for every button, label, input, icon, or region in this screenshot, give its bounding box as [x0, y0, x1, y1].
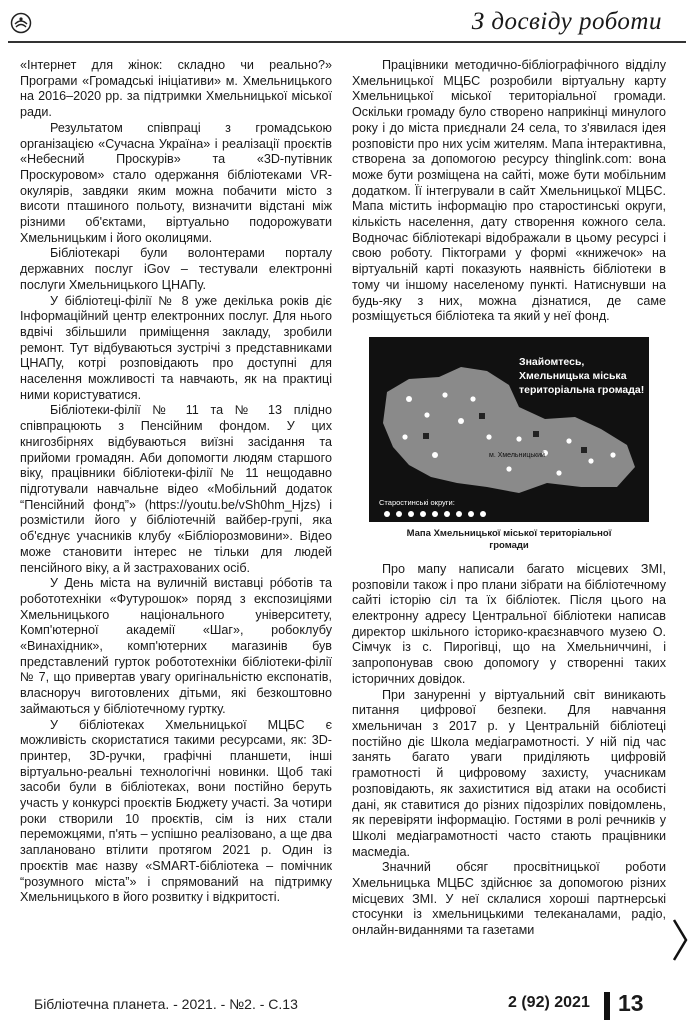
community-map-figure [369, 337, 649, 552]
page-footer [0, 990, 694, 1024]
paragraph: Працівники методично-бібліографічного відділу Хмельницької МЦБС розробили віртуальну карту Хмельницької міської територіальної громади. Оскільки громаду було створено наприкінці минулого року і до міста приєднали 24 села, то з'явилася ідея розповісти про них усім жителям. Мапа інтерактивна, створена за допомогою ресурсу thinglink.com: вона може бути розміщена на сайті, може бути мобільним додатком. Її інтегрували в сайт Хмельницької МЦБС. Мапа містить інформацію про старостинські округи, кількість населення, дату створення кожного села. Водночас бібліотекарі відображали в цьому ресурсі і свою роботу. Піктограми у формі «книжечок» на віртуальній карті показують наявність бібліотеки в тому чи іншому населеному пункті. Натиснувши на будь-яку з них, можна дізнатися, де саме розміщується бібліотека та який у неї фонд. [352, 58, 666, 324]
header-divider [8, 41, 686, 43]
paragraph: Бібліотекарі були волонтерами порталу державних послуг iGov – тестували електронні послуги Хмельницького ЦНАПу. [20, 246, 332, 292]
section-title: З досвіду роботи [471, 8, 662, 35]
map-heading-line-1: Знайомтесь, [519, 355, 585, 368]
community-map [369, 337, 649, 522]
right-column [352, 58, 666, 939]
footer-separator [604, 992, 610, 1020]
paragraph: «Інтернет для жінок: складно чи реально?» Програми «Громадські ініціативи» м. Хмельницького на 2016–2020 рр. за підтримки Хмельницької міської ради. [20, 58, 332, 120]
issue-number: 2 (92) 2021 [508, 994, 590, 1011]
paragraph: У бібліотеках Хмельницької МЦБС є можливість скористатися такими ресурсами, як: 3D-принтер, 3D-ручки, графічні планшети, інші віртуально-реальні технологічні новинки. Щоб такі засоби були в бібліотеках, вони постійно беруть участь у конкурсі проєктів Бюджету участі. За чотири роки створили 10 проєктів, сім із них стали переможцями, п'ять – успішно реалізовано, а ще два заплановано втілити протягом 2021 р. Один із проєктів має назву «SMART-бібліотека – помічник “розумного міста”» і спрямований на підтримку Хмельницького в його розвитку і відкритості. [20, 717, 332, 905]
paragraph: У бібліотеці-філії № 8 уже декілька років діє Інформаційний центр електронних послуг. Для нього вдвічі збільшили приміщення закладу, зробили ремонт. Тут відбуваються зустрічі з представниками ЦНАПу, котрі розповідають про доступні для населення можливості та навчають, як на практиці ними користуватися. [20, 293, 332, 402]
library-logo-icon [10, 12, 32, 34]
paragraph: Значний обсяг просвітницької роботи Хмельницька МЦБС здійснює за допомогою різних місцевих ЗМІ. У неї склалися хороші партнерські стосунки із хмельницькими телеканалами, радіо, онлайн-виданнями та газетами [352, 860, 666, 938]
map-city-label: м. Хмельницький [489, 451, 545, 459]
page-number: 13 [618, 990, 644, 1016]
map-heading-line-2: Хмельницька міська [519, 369, 627, 382]
map-legend-swatches [384, 511, 486, 517]
paragraph: У День міста на вуличній виставці рóботів та робототехніки «Футурошок» поряд з експозиціями Хмельницького національного університету, Комп'ютерної академії «Шаг», робоклубу «Винахідник», комп'ютерних магазинів був представлений гурток робототехніки бібліотеки-філії № 7, що привертав увагу оригінальністю експонатів, власноруч виготовлених дітьми, які безкоштовно займаються у бібліотечному гуртку. [20, 576, 332, 716]
map-legend-label: Старостинські округи: [379, 497, 455, 507]
paragraph: Результатом співпраці з громадською організацією «Сучасна Україна» і реалізації проєктів «Небесний Проскурів» та «3D-путівник Проскуровом» стало одержання бібліотеками VR-окулярів, завдяки яким можна побачити місто з висоти пташиного польоту, визначити відстані між різними об'єктами, віртуально подорожувати Хмельницьким і його околицями. [20, 120, 332, 245]
citation-text: Бібліотечна планета. - 2021. - №2. - С.13 [34, 996, 298, 1012]
left-column [20, 58, 332, 906]
paragraph: Про мапу написали багато місцевих ЗМІ, розповіли також і про плани зібрати на бібліотечному сайті історію сіл та їх бібліотек. Після цього на електронну адресу Центральної бібліотеки написав директор шкільного історико-краєзнавчого музею О. Сімчук із с. Пирогівці, що на Хмельниччині, і запропонував свою допомогу у створенні таких історичних довідок. [352, 561, 666, 686]
triangle-right-icon [672, 918, 688, 962]
map-heading-line-3: територіальна громада! [519, 383, 645, 396]
page-header [0, 0, 694, 44]
map-caption: Мапа Хмельницької міської територіальної громади [406, 527, 612, 551]
paragraph: Бібліотеки-філії № 11 та № 13 плідно співпрацюють з Пенсійним фондом. У цих книгозбірнях відбуваються виїзні засідання та прийоми громадян. Аби допомогти людям старшого віку, працівники бібліотеки-філії № 11 нещодавно підготували навчальне відео «Мобільний додаток “Пенсійний фонд”» (https://youtu.be/vSh0hm_Hjzs) і розмістили його у бібліотечній вайбер-групі, яка об'єднує учасників клубу «Бібліорозмовини». Відео може становити інтерес не тільки для людей пенсійного віку, а й застрахованих осіб. [20, 403, 332, 575]
paragraph: При зануренні у віртуальний світ виникають питання цифрової безпеки. Для навчання хмельничан з 2017 р. у Центральній бібліотеці постійно діє Школа медіаграмотності. У ній під час занять багато уваги приділяють цифровій грамотності й цифровому захисту, учасникам розповідають, як захиститися від атаки на особисті дані, як ставитися до різних підозрілих повідомлень, як перевіряти інформацію. Гостями в ролі речників у Школі медіаграмотності часто стають працівники масмедіа. [352, 687, 666, 859]
